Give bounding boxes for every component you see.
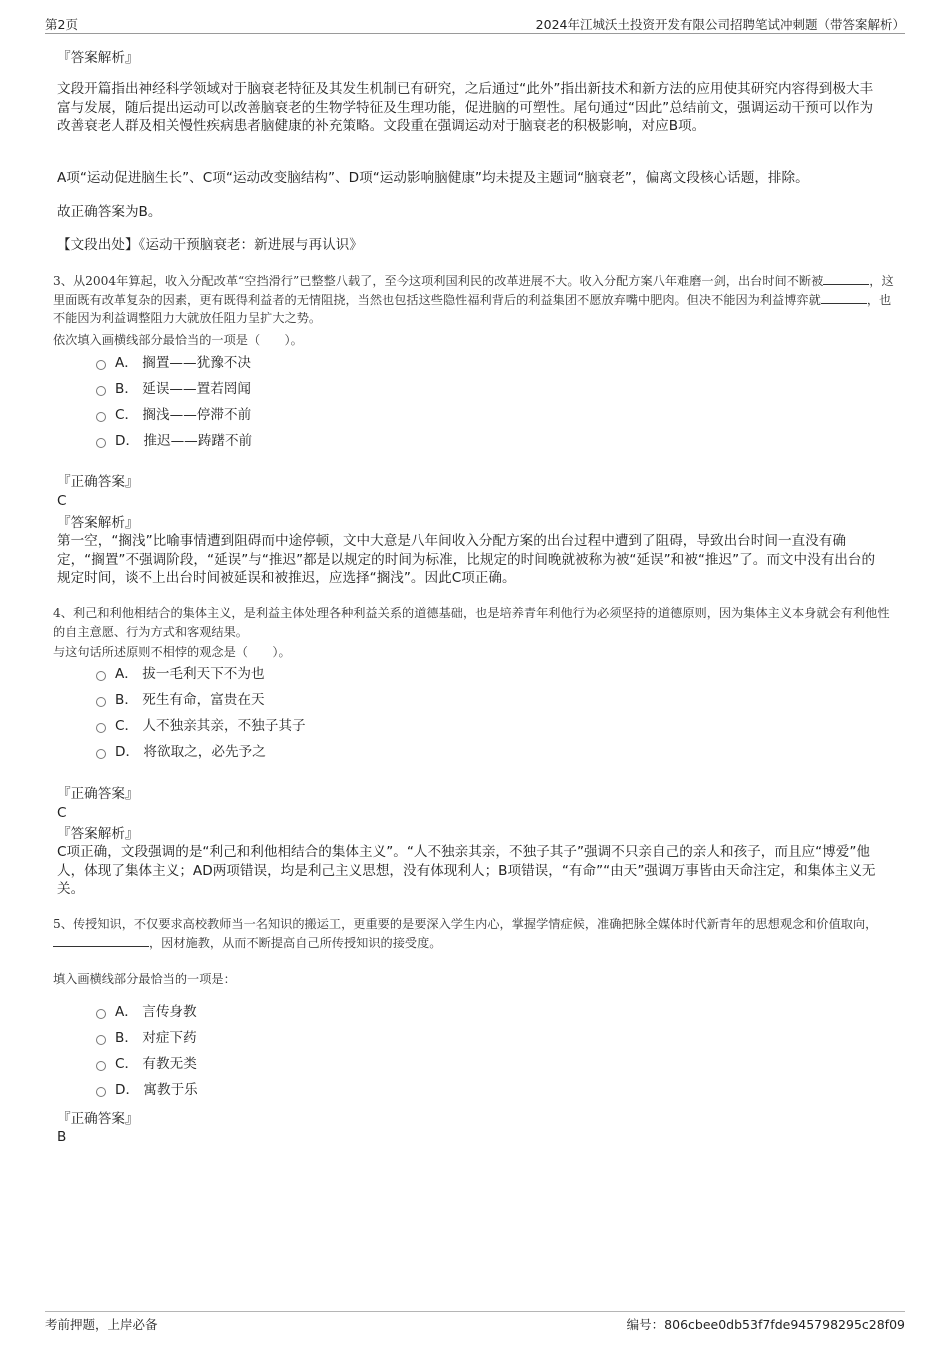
option-letter: B． (115, 692, 138, 708)
radio-icon[interactable] (96, 1087, 106, 1097)
option-letter: C． (115, 407, 139, 423)
option-text: 延误——置若罔闻 (142, 381, 251, 397)
q3-option-b[interactable] (96, 379, 251, 399)
q3-option-a[interactable] (96, 353, 251, 373)
q5-stem-part-1: 5、传授知识，不仅要求高校教师当一名知识的搬运工，更重要的是要深入学生内心，掌握学情症候，准确把脉全媒体时代新青年的思想观念和价值取向， (53, 917, 878, 931)
q3-stem-part-1: 3、从2004年算起，收入分配改革“空挡滑行”已整整八载了，至今这项利国利民的改革进展不大。收入分配方案八年难磨一剑，出台时间不断被 (53, 274, 824, 288)
radio-icon[interactable] (96, 1009, 106, 1019)
q4-option-d[interactable] (96, 742, 266, 762)
page-number: 第2页 (45, 17, 78, 32)
option-letter: A． (115, 1004, 138, 1020)
q3-analysis: 第一空，“搁浅”比喻事情遭到阻碍而中途停顿，文中大意是八年间收入分配方案的出台过程中遭到了阻碍，导致出台时间一直没有确定，“搁置”不强调阶段，“延误”与“推迟”都是以规定的时间为标准，比规定的时间晚就被称为被“延误”和被“推迟”了。而文中没有出台的规定时间，谈不上出台时间被延误和被推迟，应选择“搁浅”。因此C项正确。 (57, 533, 876, 586)
radio-icon[interactable] (96, 386, 106, 396)
q3-blank-1 (823, 272, 869, 285)
q5-option-a[interactable] (96, 1002, 197, 1022)
option-text: 搁浅——停滞不前 (142, 407, 252, 423)
q5-prompt: 填入画横线部分最恰当的一项是： (53, 972, 236, 986)
header-divider (45, 33, 905, 34)
footer-slogan: 考前押题，上岸必备 (45, 1317, 158, 1332)
footer-divider (45, 1311, 905, 1312)
q3-stem-part-3: ，也不能因为利益调整阻力大就放任阻力呈扩大之势。 (53, 292, 892, 325)
option-letter: D． (115, 433, 140, 449)
radio-icon[interactable] (96, 438, 106, 448)
q2-analysis-conclusion: 故正确答案为B。 (57, 204, 162, 220)
q4-analysis-label: 『答案解析』 (57, 826, 139, 842)
q3-answer: C (57, 493, 67, 509)
q4-answer-label: 『正确答案』 (57, 786, 139, 802)
q3-stem-part-2: ，这里面既有改革复杂的因素，更有既得利益者的无情阻挠，当然也包括这些隐性福利背后的利益集团不愿放弃嘴中肥肉。但决不能因为利益博弈就 (53, 274, 894, 307)
q5-stem-part-2: ，因材施教，从而不断提高自己所传授知识的接受度。 (149, 935, 442, 950)
q5-stem (53, 915, 895, 952)
option-text: 拔一毛利天下不为也 (142, 666, 265, 682)
q3-stem (53, 272, 895, 328)
option-text: 对症下药 (142, 1030, 197, 1046)
radio-icon[interactable] (96, 1061, 106, 1071)
radio-icon[interactable] (96, 412, 106, 422)
radio-icon[interactable] (96, 671, 106, 681)
document-title: 2024年江城沃土投资开发有限公司招聘笔试冲刺题（带答案解析） (535, 17, 905, 32)
option-letter: B． (115, 1030, 138, 1046)
radio-icon[interactable] (96, 749, 106, 759)
option-letter: D． (115, 1082, 140, 1098)
option-text: 推迟——踌躇不前 (143, 433, 253, 449)
footer-code (627, 1315, 905, 1333)
q4-answer: C (57, 805, 67, 821)
radio-icon[interactable] (96, 697, 106, 707)
option-letter: C． (115, 1056, 139, 1072)
q2-analysis-paragraph-2: A项“运动促进脑生长”、C项“运动改变脑结构”、D项“运动影响脑健康”均未提及主题词“脑衰老”，偏离文段核心话题，排除。 (57, 170, 809, 186)
option-text: 有教无类 (142, 1056, 197, 1072)
q3-option-d[interactable] (96, 431, 252, 451)
radio-icon[interactable] (96, 723, 106, 733)
footer-code-label: 编号： (626, 1317, 665, 1332)
q5-blank (53, 934, 149, 947)
footer-code-value: 806cbee0db53f7fde945798295c28f09 (664, 1317, 905, 1332)
q2-source: 【文段出处】《运动干预脑衰老：新进展与再认识》 (57, 237, 363, 253)
option-letter: C． (115, 718, 139, 734)
option-text: 将欲取之，必先予之 (143, 744, 266, 760)
q5-option-c[interactable] (96, 1054, 197, 1074)
q4-option-a[interactable] (96, 664, 265, 684)
q5-option-d[interactable] (96, 1080, 198, 1100)
q3-analysis-label: 『答案解析』 (57, 515, 139, 531)
q2-analysis-paragraph-1: 文段开篇指出神经科学领域对于脑衰老特征及其发生机制已有研究，之后通过“此外”指出新技术和新方法的应用使其研究内容得到极大丰富与发展，随后提出运动可以改善脑衰老的生物学特征及生理功能，促进脑的可塑性。尾句通过“因此”总结前文，强调运动干预可以作为改善衰老人群及相关慢性疾病患者脑健康的补充策略。文段重在强调运动对于脑衰老的积极影响，对应B项。 (57, 81, 874, 134)
q4-analysis: C项正确，文段强调的是“利己和利他相结合的集体主义”。“人不独亲其亲，不独子其子”强调不只亲自己的亲人和孩子，而且应“博爱”他人，体现了集体主义；AD两项错误，均是利己主义思想，没有体现利人；B项错误，“有命”“由天”强调万事皆由天命注定，和集体主义无关。 (57, 844, 876, 897)
option-text: 死生有命，富贵在天 (142, 692, 265, 708)
option-text: 言传身教 (142, 1004, 197, 1020)
q4-prompt: 与这句话所述原则不相悖的观念是（ ）。 (53, 645, 291, 659)
option-letter: A． (115, 666, 138, 682)
option-letter: B． (115, 381, 138, 397)
q3-option-c[interactable] (96, 405, 251, 425)
option-text: 寓教于乐 (143, 1082, 198, 1098)
q3-blank-2 (821, 291, 867, 304)
q4-option-b[interactable] (96, 690, 265, 710)
q5-answer: B (57, 1129, 67, 1145)
option-text: 搁置——犹豫不决 (142, 355, 251, 371)
radio-icon[interactable] (96, 1035, 106, 1045)
q5-option-b[interactable] (96, 1028, 197, 1048)
q4-option-c[interactable] (96, 716, 306, 736)
q4-stem: 4、利己和利他相结合的集体主义，是利益主体处理各种利益关系的道德基础，也是培养青年利他行为必须坚持的道德原则，因为集体主义本身就会有利他性的自主意愿、行为方式和客观结果。 (53, 606, 890, 639)
q2-analysis-label: 『答案解析』 (57, 50, 139, 66)
q3-prompt: 依次填入画横线部分最恰当的一项是（ ）。 (53, 333, 303, 347)
option-letter: A． (115, 355, 138, 371)
option-text: 人不独亲其亲，不独子其子 (142, 718, 306, 734)
option-letter: D． (115, 744, 140, 760)
q3-answer-label: 『正确答案』 (57, 474, 139, 490)
q5-answer-label: 『正确答案』 (57, 1111, 139, 1127)
radio-icon[interactable] (96, 360, 106, 370)
